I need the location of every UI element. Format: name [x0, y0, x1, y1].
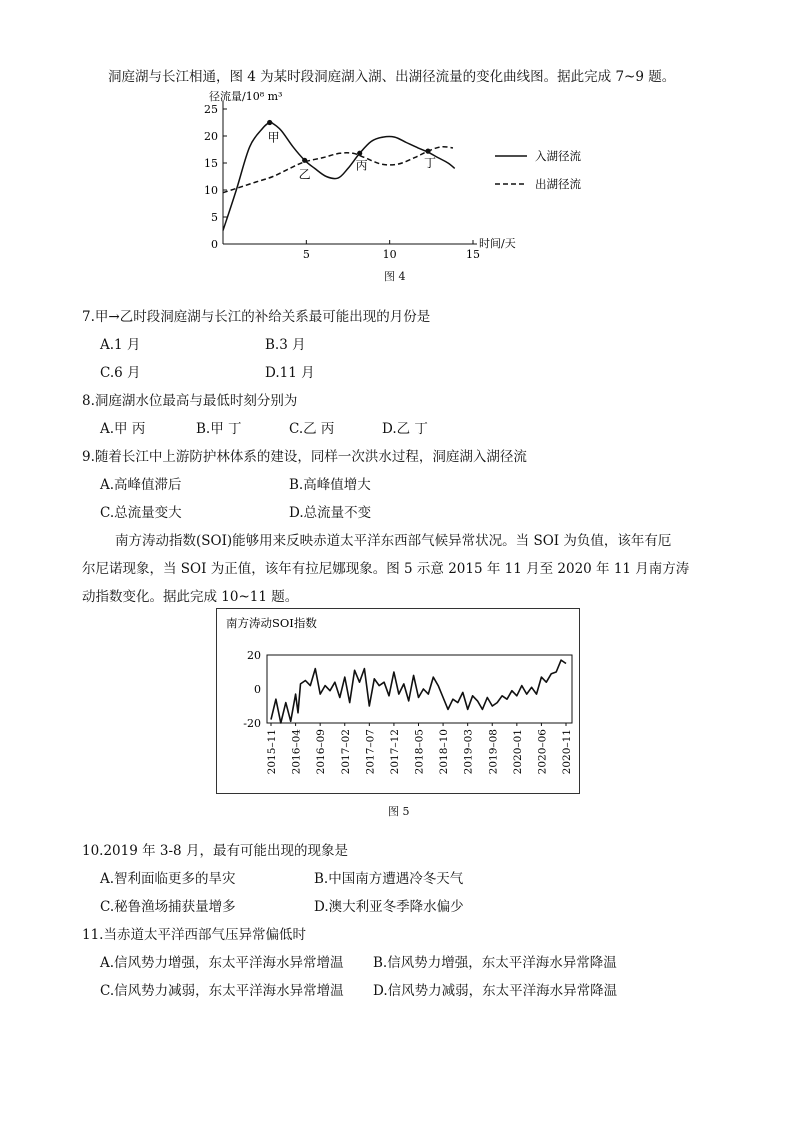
question-9-option-c[interactable]: C.总流量变大: [100, 505, 182, 521]
point-label: 甲: [267, 130, 280, 145]
point-marker: [267, 120, 272, 125]
chart-title: 南方涛动SOI指数: [226, 616, 317, 630]
legend-label: 入湖径流: [535, 149, 581, 163]
question-7-stem: 7.甲→乙时段洞庭湖与长江的补给关系最可能出现的月份是: [82, 309, 431, 325]
y-axis-label: 径流量/10⁸ m³: [209, 90, 283, 103]
intro-fig5-line-2: 尔尼诺现象，当 SOI 为正值，该年有拉尼娜现象。图 5 示意 2015 年 11 月至 2020 年 11 月南方涛: [82, 561, 690, 577]
x-tick-label: 2017–02: [339, 729, 352, 775]
x-tick-label: 2018–10: [438, 729, 451, 775]
y-tick-label: 25: [204, 103, 218, 116]
inflow-series-line: [223, 122, 455, 230]
point-marker: [302, 158, 307, 163]
figure-5-chart: [216, 608, 580, 794]
x-tick-label: 5: [302, 248, 310, 259]
y-tick-label: 20: [204, 130, 218, 143]
question-9-option-d[interactable]: D.总流量不变: [289, 505, 372, 521]
question-10-option-d[interactable]: D.澳大利亚冬季降水偏少: [314, 899, 464, 915]
x-tick-label: 2018–05: [413, 729, 426, 775]
question-11-option-d[interactable]: D.信风势力减弱，东太平洋海水异常降温: [373, 983, 618, 999]
x-tick-label: 15: [466, 248, 480, 259]
question-7-option-b[interactable]: B.3 月: [265, 337, 306, 353]
intro-fig4: 洞庭湖与长江相通，图 4 为某时段洞庭湖入湖、出湖径流量的变化曲线图。据此完成 7~9 题。: [108, 69, 676, 85]
x-tick-label: 2017–07: [364, 729, 377, 775]
x-tick-label: 10: [382, 248, 397, 259]
question-9-stem: 9.随着长江中上游防护林体系的建设，同样一次洪水过程，洞庭湖入湖径流: [82, 449, 527, 465]
x-axis-label: 时间/天: [479, 237, 516, 250]
y-tick-label: 5: [211, 211, 218, 224]
figure-4-chart: [195, 84, 625, 259]
plot-area: [267, 655, 572, 723]
question-11-option-a[interactable]: A.信风势力增强，东太平洋海水异常增温: [100, 955, 344, 971]
question-11-option-b[interactable]: B.信风势力增强，东太平洋海水异常降温: [373, 955, 617, 971]
question-8-option-c[interactable]: C.乙 丙: [289, 421, 335, 437]
x-tick-label: 2020–01: [511, 729, 524, 775]
question-11-option-c[interactable]: C.信风势力减弱，东太平洋海水异常增温: [100, 983, 344, 999]
point-marker: [425, 149, 430, 154]
question-7-option-c[interactable]: C.6 月: [100, 365, 141, 381]
outflow-series-line: [223, 147, 453, 193]
question-8-option-a[interactable]: A.甲 丙: [100, 421, 146, 437]
point-label: 丁: [424, 156, 437, 171]
x-tick-label: 2015–11: [266, 729, 278, 775]
x-tick-label: 2016–04: [290, 729, 303, 775]
y-tick-label: 20: [247, 649, 261, 662]
question-9-option-b[interactable]: B.高峰值增大: [289, 477, 371, 493]
question-7-option-a[interactable]: A.1 月: [100, 337, 141, 353]
figure-5-caption: 图 5: [388, 805, 410, 818]
point-label: 丙: [355, 158, 368, 173]
point-marker: [357, 151, 362, 156]
question-8-option-d[interactable]: D.乙 丁: [382, 421, 428, 437]
y-tick-label: 10: [204, 184, 218, 197]
question-8-stem: 8.洞庭湖水位最高与最低时刻分别为: [82, 393, 298, 409]
x-tick-label: 2019–03: [462, 729, 475, 775]
question-7-option-d[interactable]: D.11 月: [265, 365, 315, 381]
intro-fig5-line-1: 南方涛动指数(SOI)能够用来反映赤道太平洋东西部气候异常状况。当 SOI 为负值，该年有厄: [115, 533, 672, 549]
x-tick-label: 2019–08: [487, 729, 500, 775]
x-tick-label: 2020–11: [561, 729, 573, 775]
question-11-stem: 11.当赤道太平洋西部气压异常偏低时: [82, 927, 306, 943]
question-10-option-c[interactable]: C.秘鲁渔场捕获量增多: [100, 899, 236, 915]
question-10-stem: 10.2019 年 3-8 月，最有可能出现的现象是: [82, 843, 348, 859]
x-tick-label: 2016–09: [315, 729, 328, 775]
question-10-option-a[interactable]: A.智利面临更多的旱灾: [100, 871, 236, 887]
y-tick-label: -20: [243, 717, 261, 730]
y-tick-label: 0: [254, 683, 261, 696]
question-8-option-b[interactable]: B.甲 丁: [196, 421, 242, 437]
legend-label: 出湖径流: [535, 177, 581, 191]
soi-series-line: [271, 660, 566, 723]
x-tick-label: 2020–06: [536, 729, 549, 775]
intro-fig5-line-3: 动指数变化。据此完成 10~11 题。: [82, 589, 299, 605]
y-tick-label: 15: [204, 157, 218, 170]
figure-4-caption: 图 4: [384, 270, 406, 283]
x-tick-label: 2017–12: [388, 729, 401, 775]
question-10-option-b[interactable]: B.中国南方遭遇冷冬天气: [314, 871, 464, 887]
point-label: 乙: [298, 167, 311, 182]
question-9-option-a[interactable]: A.高峰值滞后: [100, 477, 182, 493]
y-tick-label: 0: [211, 238, 218, 251]
